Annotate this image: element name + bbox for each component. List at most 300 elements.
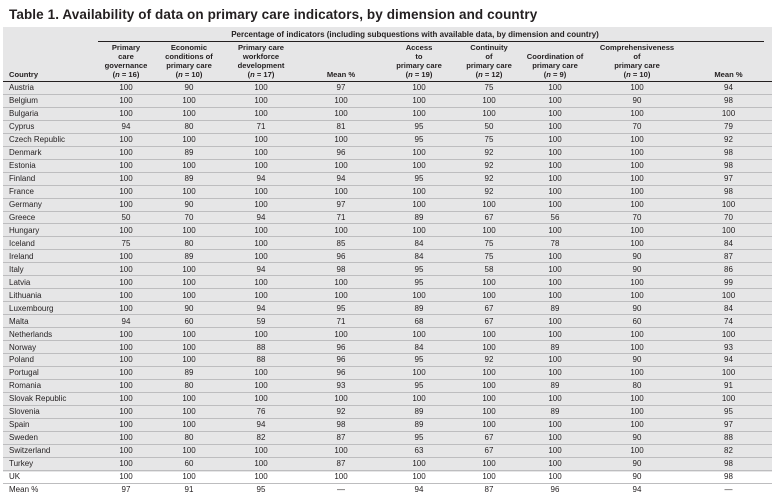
- value-cell: 89: [521, 379, 589, 392]
- value-cell: 100: [589, 198, 685, 211]
- country-cell: Poland: [3, 354, 95, 367]
- value-cell: 100: [457, 341, 521, 354]
- value-cell: 67: [457, 302, 521, 315]
- value-cell: 100: [95, 418, 157, 431]
- column-header-line: workforce: [242, 52, 280, 61]
- value-cell: 100: [457, 457, 521, 470]
- column-header-line: [9, 43, 95, 52]
- value-cell: 100: [221, 392, 301, 405]
- country-cell: Turkey: [3, 457, 95, 470]
- value-cell: 100: [301, 392, 381, 405]
- value-cell: 71: [301, 315, 381, 328]
- value-cell: 100: [95, 159, 157, 172]
- value-cell: 96: [301, 146, 381, 159]
- table-row: [3, 276, 772, 289]
- value-cell: 100: [95, 224, 157, 237]
- column-header-line: (n = 19): [405, 70, 433, 79]
- value-cell: 100: [457, 418, 521, 431]
- table-row: [3, 354, 772, 367]
- value-cell: 100: [457, 328, 521, 341]
- value-cell: 84: [685, 237, 772, 250]
- value-cell: 100: [157, 159, 221, 172]
- value-cell: 100: [381, 289, 457, 302]
- value-cell: 100: [95, 379, 157, 392]
- table-row: [3, 159, 772, 172]
- table-row: [3, 470, 772, 483]
- value-cell: 100: [221, 82, 301, 95]
- value-cell: 98: [685, 185, 772, 198]
- sample-size-symbol: n: [546, 70, 551, 79]
- value-cell: 92: [685, 133, 772, 146]
- value-cell: 100: [457, 198, 521, 211]
- table-header-row: [3, 43, 772, 82]
- value-cell: 100: [157, 470, 221, 483]
- value-cell: 100: [521, 172, 589, 185]
- value-cell: 96: [301, 366, 381, 379]
- table-row: [3, 82, 772, 95]
- country-cell: Malta: [3, 315, 95, 328]
- value-cell: 100: [589, 82, 685, 95]
- value-cell: 100: [521, 263, 589, 276]
- value-cell: 95: [381, 133, 457, 146]
- mean-value-cell: 94: [632, 485, 642, 495]
- value-cell: 100: [381, 159, 457, 172]
- table-row: [3, 315, 772, 328]
- value-cell: 100: [95, 198, 157, 211]
- value-cell: 100: [685, 107, 772, 120]
- value-cell: 67: [457, 431, 521, 444]
- value-cell: 100: [301, 328, 381, 341]
- value-cell: 100: [589, 405, 685, 418]
- value-cell: 100: [95, 457, 157, 470]
- mean-value-cell: 91: [184, 485, 194, 495]
- value-cell: 100: [221, 94, 301, 107]
- value-cell: 90: [589, 431, 685, 444]
- value-cell: 100: [157, 418, 221, 431]
- value-cell: 100: [685, 224, 772, 237]
- value-cell: 89: [157, 250, 221, 263]
- column-header-line: governance: [104, 61, 148, 70]
- value-cell: 100: [301, 185, 381, 198]
- value-cell: 56: [521, 211, 589, 224]
- table-row: [3, 457, 772, 470]
- value-cell: 100: [457, 224, 521, 237]
- superheader-rule: [98, 41, 764, 42]
- table-row: [3, 289, 772, 302]
- value-cell: 95: [381, 263, 457, 276]
- column-header-line: development: [237, 61, 285, 70]
- table-row: [3, 120, 772, 133]
- value-cell: 100: [301, 470, 381, 483]
- sample-size-symbol: n: [478, 70, 483, 79]
- value-cell: 97: [301, 82, 381, 95]
- value-cell: 50: [457, 120, 521, 133]
- table-row: [3, 405, 772, 418]
- value-cell: 84: [381, 237, 457, 250]
- value-cell: 95: [381, 431, 457, 444]
- value-cell: 100: [95, 276, 157, 289]
- table-row: [3, 198, 772, 211]
- value-cell: 100: [457, 289, 521, 302]
- value-cell: 100: [157, 276, 221, 289]
- country-cell: Czech Republic: [3, 133, 95, 146]
- value-cell: 100: [589, 185, 685, 198]
- value-cell: 100: [521, 444, 589, 457]
- value-cell: 100: [95, 250, 157, 263]
- value-cell: 100: [457, 107, 521, 120]
- title-bar: [0, 0, 775, 28]
- value-cell: 100: [95, 263, 157, 276]
- value-cell: 97: [301, 198, 381, 211]
- value-cell: 82: [221, 431, 301, 444]
- value-cell: 94: [95, 315, 157, 328]
- value-cell: 100: [301, 94, 381, 107]
- value-cell: 98: [301, 418, 381, 431]
- value-cell: 100: [95, 172, 157, 185]
- value-cell: 89: [521, 302, 589, 315]
- value-cell: 95: [381, 379, 457, 392]
- value-cell: 100: [301, 107, 381, 120]
- value-cell: 90: [589, 302, 685, 315]
- value-cell: 100: [521, 82, 589, 95]
- value-cell: 100: [221, 457, 301, 470]
- value-cell: 100: [457, 392, 521, 405]
- value-cell: 95: [381, 120, 457, 133]
- value-cell: 100: [95, 354, 157, 367]
- value-cell: 71: [221, 120, 301, 133]
- value-cell: 90: [157, 198, 221, 211]
- table-row: [3, 418, 772, 431]
- value-cell: 100: [95, 146, 157, 159]
- value-cell: 100: [221, 250, 301, 263]
- value-cell: 100: [301, 133, 381, 146]
- column-header: [157, 43, 221, 82]
- value-cell: 100: [521, 159, 589, 172]
- value-cell: 100: [521, 457, 589, 470]
- value-cell: 100: [457, 366, 521, 379]
- country-cell: Norway: [3, 341, 95, 354]
- value-cell: 100: [521, 315, 589, 328]
- sample-size-symbol: n: [115, 70, 120, 79]
- country-cell: Lithuania: [3, 289, 95, 302]
- value-cell: 91: [685, 379, 772, 392]
- value-cell: 98: [685, 94, 772, 107]
- value-cell: 93: [301, 379, 381, 392]
- value-cell: 100: [95, 289, 157, 302]
- column-header-line: (n = 10): [623, 70, 651, 79]
- value-cell: 100: [521, 185, 589, 198]
- value-cell: 63: [381, 444, 457, 457]
- value-cell: 100: [521, 250, 589, 263]
- mean-value-cell: 97: [121, 485, 131, 495]
- value-cell: 60: [157, 457, 221, 470]
- value-cell: 100: [521, 133, 589, 146]
- value-cell: 100: [521, 224, 589, 237]
- value-cell: 100: [95, 328, 157, 341]
- country-cell: Iceland: [3, 237, 95, 250]
- value-cell: 88: [221, 354, 301, 367]
- value-cell: 85: [301, 237, 381, 250]
- value-cell: 88: [221, 341, 301, 354]
- value-cell: 58: [457, 263, 521, 276]
- value-cell: 75: [457, 237, 521, 250]
- country-cell: Spain: [3, 418, 95, 431]
- value-cell: 94: [221, 211, 301, 224]
- value-cell: 100: [381, 94, 457, 107]
- mean-value-cell: 96: [550, 485, 560, 495]
- table-row: [3, 172, 772, 185]
- value-cell: 80: [157, 379, 221, 392]
- value-cell: 87: [685, 250, 772, 263]
- value-cell: 100: [95, 405, 157, 418]
- table-row: [3, 224, 772, 237]
- value-cell: 80: [157, 431, 221, 444]
- value-cell: 100: [381, 328, 457, 341]
- value-cell: 76: [221, 405, 301, 418]
- country-cell: Austria: [3, 82, 95, 95]
- mean-value-cell: 94: [414, 485, 424, 495]
- column-header-line: [9, 61, 95, 70]
- value-cell: 84: [381, 341, 457, 354]
- value-cell: 92: [457, 185, 521, 198]
- value-cell: 100: [589, 444, 685, 457]
- column-header-line: Primary care: [237, 43, 285, 52]
- value-cell: 96: [301, 341, 381, 354]
- value-cell: 100: [589, 289, 685, 302]
- value-cell: 100: [95, 94, 157, 107]
- column-header-line: (n = 16): [112, 70, 140, 79]
- value-cell: 59: [221, 315, 301, 328]
- value-cell: 100: [589, 224, 685, 237]
- value-cell: 94: [221, 172, 301, 185]
- column-header-line: Coordination of: [526, 52, 584, 61]
- value-cell: 88: [685, 431, 772, 444]
- value-cell: 100: [521, 354, 589, 367]
- value-cell: 80: [157, 237, 221, 250]
- value-cell: 92: [457, 172, 521, 185]
- value-cell: 100: [301, 224, 381, 237]
- column-header-line: [301, 43, 381, 52]
- column-header-line: [685, 52, 772, 61]
- value-cell: 100: [301, 276, 381, 289]
- value-cell: 100: [685, 392, 772, 405]
- column-header: [521, 43, 589, 82]
- country-cell: UK: [3, 470, 95, 483]
- value-cell: 92: [457, 354, 521, 367]
- column-header-line: Economic: [170, 43, 208, 52]
- table-row: [3, 392, 772, 405]
- value-cell: 100: [301, 289, 381, 302]
- value-cell: 100: [95, 431, 157, 444]
- value-cell: 100: [157, 263, 221, 276]
- country-cell: Switzerland: [3, 444, 95, 457]
- value-cell: 98: [685, 146, 772, 159]
- table-row: [3, 94, 772, 107]
- value-cell: 89: [381, 211, 457, 224]
- value-cell: 100: [381, 470, 457, 483]
- table-row: [3, 146, 772, 159]
- value-cell: 94: [221, 263, 301, 276]
- table-row: [3, 366, 772, 379]
- value-cell: 100: [457, 379, 521, 392]
- column-header-line: conditions of: [165, 52, 213, 61]
- country-cell: Belgium: [3, 94, 95, 107]
- value-cell: 100: [521, 328, 589, 341]
- table-row: [3, 263, 772, 276]
- value-cell: 100: [589, 107, 685, 120]
- value-cell: 94: [221, 302, 301, 315]
- value-cell: 100: [157, 405, 221, 418]
- value-cell: 74: [685, 315, 772, 328]
- value-cell: 100: [157, 107, 221, 120]
- value-cell: 100: [95, 133, 157, 146]
- column-header: [95, 43, 157, 82]
- value-cell: 71: [301, 211, 381, 224]
- column-header-line: to: [415, 52, 423, 61]
- column-header-line: Access: [405, 43, 433, 52]
- mean-row: [3, 483, 772, 495]
- value-cell: 80: [589, 379, 685, 392]
- value-cell: 100: [221, 224, 301, 237]
- column-header-line: (n = 10): [175, 70, 203, 79]
- value-cell: 95: [381, 354, 457, 367]
- column-header-line: primary care: [614, 61, 660, 70]
- value-cell: 94: [301, 172, 381, 185]
- value-cell: 100: [221, 289, 301, 302]
- value-cell: 98: [685, 159, 772, 172]
- country-cell: Romania: [3, 379, 95, 392]
- value-cell: 100: [521, 107, 589, 120]
- value-cell: 100: [95, 82, 157, 95]
- value-cell: 100: [589, 341, 685, 354]
- value-cell: 100: [521, 392, 589, 405]
- value-cell: 89: [157, 172, 221, 185]
- value-cell: 100: [457, 276, 521, 289]
- value-cell: 50: [95, 211, 157, 224]
- value-cell: 100: [381, 185, 457, 198]
- value-cell: 100: [589, 237, 685, 250]
- value-cell: 100: [521, 276, 589, 289]
- value-cell: 89: [157, 146, 221, 159]
- country-cell: Netherlands: [3, 328, 95, 341]
- value-cell: 100: [521, 366, 589, 379]
- sample-size-symbol: n: [178, 70, 183, 79]
- table-panel: [3, 27, 772, 495]
- mean-value-cell: 87: [484, 485, 494, 495]
- value-cell: 60: [589, 315, 685, 328]
- value-cell: 100: [589, 146, 685, 159]
- value-cell: 95: [301, 302, 381, 315]
- column-header-line: [301, 61, 381, 70]
- column-header-line: care: [118, 52, 134, 61]
- value-cell: 98: [685, 457, 772, 470]
- value-cell: 100: [221, 444, 301, 457]
- sample-size-symbol: n: [408, 70, 413, 79]
- mean-value-cell: —: [337, 485, 345, 495]
- value-cell: 90: [589, 94, 685, 107]
- value-cell: 100: [221, 198, 301, 211]
- value-cell: 100: [157, 328, 221, 341]
- value-cell: 79: [685, 120, 772, 133]
- country-cell: Bulgaria: [3, 107, 95, 120]
- value-cell: 70: [157, 211, 221, 224]
- indicator-availability-table: [3, 43, 772, 496]
- value-cell: 90: [589, 470, 685, 483]
- value-cell: 100: [521, 198, 589, 211]
- value-cell: 94: [95, 120, 157, 133]
- value-cell: 100: [95, 107, 157, 120]
- column-header-line: Mean %: [714, 70, 743, 79]
- value-cell: 100: [457, 94, 521, 107]
- value-cell: 90: [157, 302, 221, 315]
- value-cell: 86: [685, 263, 772, 276]
- table-row: [3, 237, 772, 250]
- value-cell: 100: [381, 82, 457, 95]
- value-cell: 100: [381, 107, 457, 120]
- value-cell: 82: [685, 444, 772, 457]
- table-row: [3, 133, 772, 146]
- value-cell: 81: [301, 120, 381, 133]
- value-cell: 100: [685, 198, 772, 211]
- value-cell: 70: [589, 120, 685, 133]
- value-cell: 89: [521, 341, 589, 354]
- value-cell: 100: [589, 418, 685, 431]
- value-cell: 100: [381, 366, 457, 379]
- value-cell: 75: [457, 82, 521, 95]
- column-header-line: [685, 43, 772, 52]
- value-cell: 100: [589, 159, 685, 172]
- value-cell: 96: [301, 250, 381, 263]
- column-header-line: (n = 12): [475, 70, 503, 79]
- country-cell: Finland: [3, 172, 95, 185]
- value-cell: 100: [521, 146, 589, 159]
- column-header-line: Primary: [111, 43, 141, 52]
- value-cell: 100: [95, 366, 157, 379]
- value-cell: 92: [457, 146, 521, 159]
- value-cell: 100: [157, 224, 221, 237]
- table-row: [3, 431, 772, 444]
- table-title: Table 1. Availability of data on primary care indicators, by dimension and country: [9, 7, 538, 22]
- table-row: [3, 341, 772, 354]
- value-cell: 68: [381, 315, 457, 328]
- value-cell: 92: [457, 159, 521, 172]
- table-body: [3, 82, 772, 496]
- value-cell: 100: [301, 444, 381, 457]
- value-cell: 84: [381, 250, 457, 263]
- value-cell: 100: [221, 146, 301, 159]
- value-cell: 89: [521, 405, 589, 418]
- country-cell: France: [3, 185, 95, 198]
- value-cell: 92: [301, 405, 381, 418]
- value-cell: 100: [157, 185, 221, 198]
- value-cell: 100: [457, 470, 521, 483]
- value-cell: 67: [457, 444, 521, 457]
- column-header: [589, 43, 685, 82]
- value-cell: 100: [95, 470, 157, 483]
- column-header: [221, 43, 301, 82]
- value-cell: 100: [95, 185, 157, 198]
- column-header-line: [9, 52, 95, 61]
- value-cell: 100: [95, 341, 157, 354]
- column-header-line: primary care: [396, 61, 442, 70]
- value-cell: 100: [457, 405, 521, 418]
- column-header-line: [685, 61, 772, 70]
- value-cell: 80: [157, 120, 221, 133]
- value-cell: 100: [521, 418, 589, 431]
- country-cell: Italy: [3, 263, 95, 276]
- column-header: [301, 43, 381, 82]
- value-cell: 100: [521, 289, 589, 302]
